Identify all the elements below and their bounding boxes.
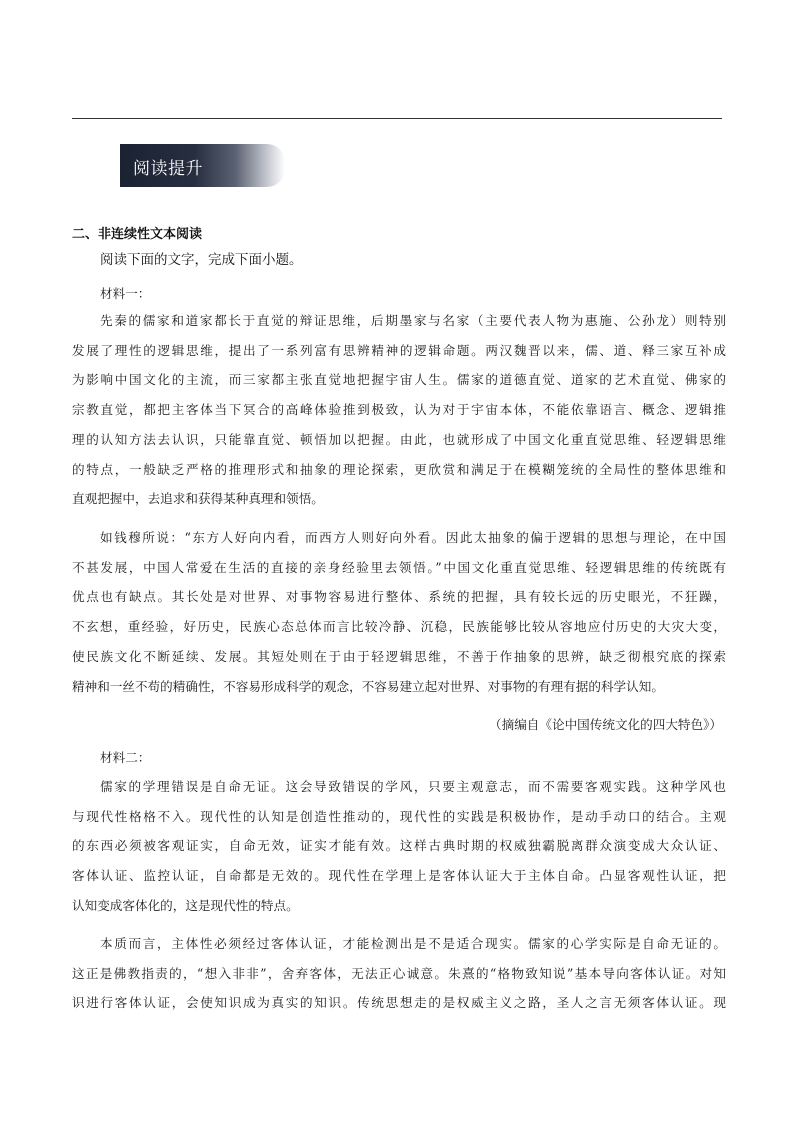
text-line: 儒家的学理错误是自命无证。这会导致错误的学风，只要主观意志，而不需要客观实践。这种学风也 [100, 779, 726, 794]
material-1-paragraph-2 [72, 523, 726, 701]
material-2-paragraph-1 [72, 772, 726, 921]
text-line: 使民族文化不断延续、发展。其短处则在于由于轻逻辑思维，不善于作抽象的思辨，缺乏彻根究底的探索 [72, 648, 726, 664]
material-1-paragraph-1 [72, 306, 726, 514]
banner-title: 阅读提升 [133, 159, 203, 179]
text-line: 直观把握中，去追求和获得某种真理和领悟。 [72, 491, 324, 507]
text-line: 发展了理性的逻辑思维，提出了一系列富有思辨精神的逻辑命题。两汉魏晋以来，儒、道、释三家互补成 [72, 342, 726, 358]
text-line: 不甚发展，中国人常爱在生活的直接的亲身经验里去领悟。”中国文化重直觉思维、轻逻辑思维的传统既有 [72, 559, 726, 575]
text-line: 宗教直觉，都把主客体当下冥合的高峰体验推到极致，认为对于宇宙本体，不能依靠语言、概念、逻辑推 [72, 402, 726, 418]
text-line: 本质而言，主体性必须经过客体认证，才能检测出是不是适合现实。儒家的心学实际是自命无证的。 [100, 936, 726, 951]
text-line: 识进行客体认证，会使知识成为真实的知识。传统思想走的是权威主义之路，圣人之言无须客体认证。现 [72, 995, 726, 1011]
text-line: 理的认知方法去认识，只能靠直觉、顿悟加以把握。由此，也就形成了中国文化重直觉思维、轻逻辑思维 [72, 431, 726, 447]
text-line: 客体认证、监控认证，自命都是无效的。现代性在学理上是客体认证大于主体自命。凸显客观性认证，把 [72, 868, 726, 884]
text-line: 的特点，一般缺乏严格的推理形式和抽象的理论探索，更欣赏和满足于在模糊笼统的全局性的整体思维和 [72, 461, 726, 477]
text-line: 认知变成客体化的，这是现代性的特点。 [72, 897, 299, 913]
text-line: 为影响中国文化的主流，而三家都主张直觉地把握宇宙人生。儒家的道德直觉、道家的艺术直觉、佛家的 [72, 372, 726, 388]
text-line: 精神和一丝不苟的精确性，不容易形成科学的观念，不容易建立起对世界、对事物的有理有据的科学认知。 [72, 678, 664, 694]
material-2-paragraph-2 [72, 929, 726, 1018]
text-line: 与现代性格格不入。现代性的认知是创造性推动的，现代性的实践是积极协作，是动手动口的结合。主观 [72, 808, 726, 824]
text-line: 不玄想，重经验，好历史，民族心态总体而言比较冷静、沉稳，民族能够比较从容地应付历史的大灾大变， [72, 619, 726, 635]
text-line: 这正是佛教指责的，“想入非非”，舍弃客体，无法正心诚意。朱熹的“格物致知说”基本导向客体认证。对知 [72, 965, 726, 981]
section-banner [120, 144, 285, 187]
material-1-label: 材料一： [100, 286, 151, 301]
instruction-text: 阅读下面的文字，完成下面小题。 [100, 252, 303, 268]
text-line: 先秦的儒家和道家都长于直觉的辩证思维，后期墨家与名家（主要代表人物为惠施、公孙龙）则特别 [100, 313, 726, 328]
header-rule [72, 118, 722, 119]
source-citation: （摘编自《论中国传统文化的四大特色》） [489, 717, 722, 732]
text-line: 优点也有缺点。其长处是对世界、对事物容易进行整体、系统的把握，具有较长远的历史眼光，不狂躁， [72, 589, 726, 605]
section-heading: 二、非连续性文本阅读 [72, 227, 203, 242]
text-line: 如钱穆所说：“东方人好向内看，而西方人则好向外看。因此太抽象的偏于逻辑的思想与理论，在中国 [100, 530, 726, 545]
text-line: 的东西必须被客观证实，自命无效，证实才能有效。这样古典时期的权威独霸脱离群众演变成大众认证、 [72, 838, 726, 854]
material-2-label: 材料二： [100, 750, 151, 765]
